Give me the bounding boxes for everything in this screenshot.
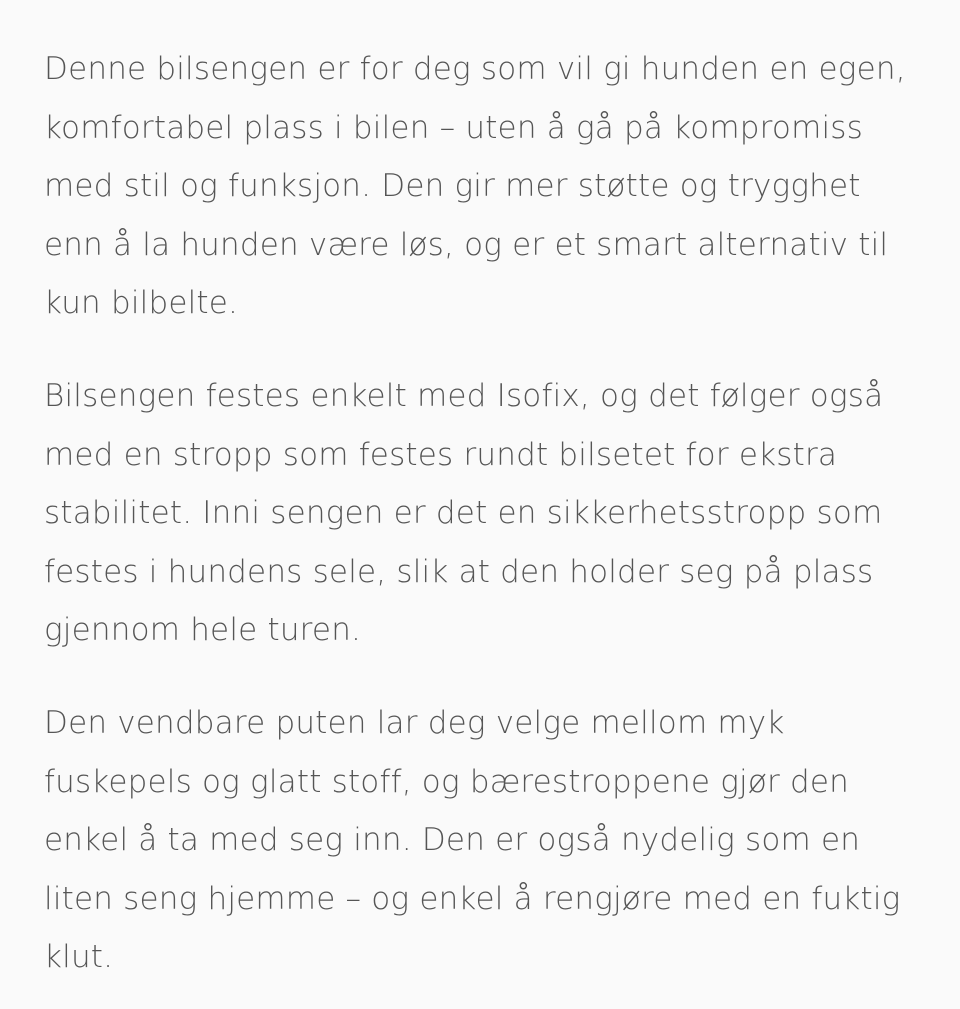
- text-line: enkel å ta med seg inn. Den er også nydelig som en: [44, 822, 861, 859]
- paragraph-mounting: [44, 367, 924, 660]
- text-line: Denne bilsengen er for deg som vil gi hunden en egen,: [44, 51, 906, 87]
- text-line: komfortabel plass i bilen – uten å gå på kompromiss: [44, 109, 863, 146]
- text-line: kun bilbelte.: [44, 285, 239, 322]
- product-description: [44, 40, 924, 987]
- text-line: Bilsengen festes enkelt med Isofix, og det følger også: [44, 377, 884, 414]
- text-line: Den vendbare puten lar deg velge mellom myk: [44, 704, 785, 741]
- text-line: fuskepels og glatt stoff, og bærestroppene gjør den: [44, 763, 849, 800]
- paragraph-cushion: [44, 694, 924, 987]
- text-line: enn å la hunden være løs, og er et smart alternativ til: [44, 226, 889, 263]
- text-line: stabilitet. Inni sengen er det en sikkerhetsstropp som: [44, 495, 883, 532]
- text-line: liten seng hjemme – og enkel å rengjøre med en fuktig: [44, 880, 901, 917]
- paragraph-intro: [44, 40, 924, 333]
- text-line: klut.: [44, 939, 114, 976]
- text-line: gjennom hele turen.: [44, 612, 362, 649]
- text-line: med stil og funksjon. Den gir mer støtte og trygghet: [44, 168, 861, 205]
- text-line: med en stropp som festes rundt bilsetet for ekstra: [44, 436, 838, 473]
- text-line: festes i hundens sele, slik at den holder seg på plass: [44, 553, 874, 590]
